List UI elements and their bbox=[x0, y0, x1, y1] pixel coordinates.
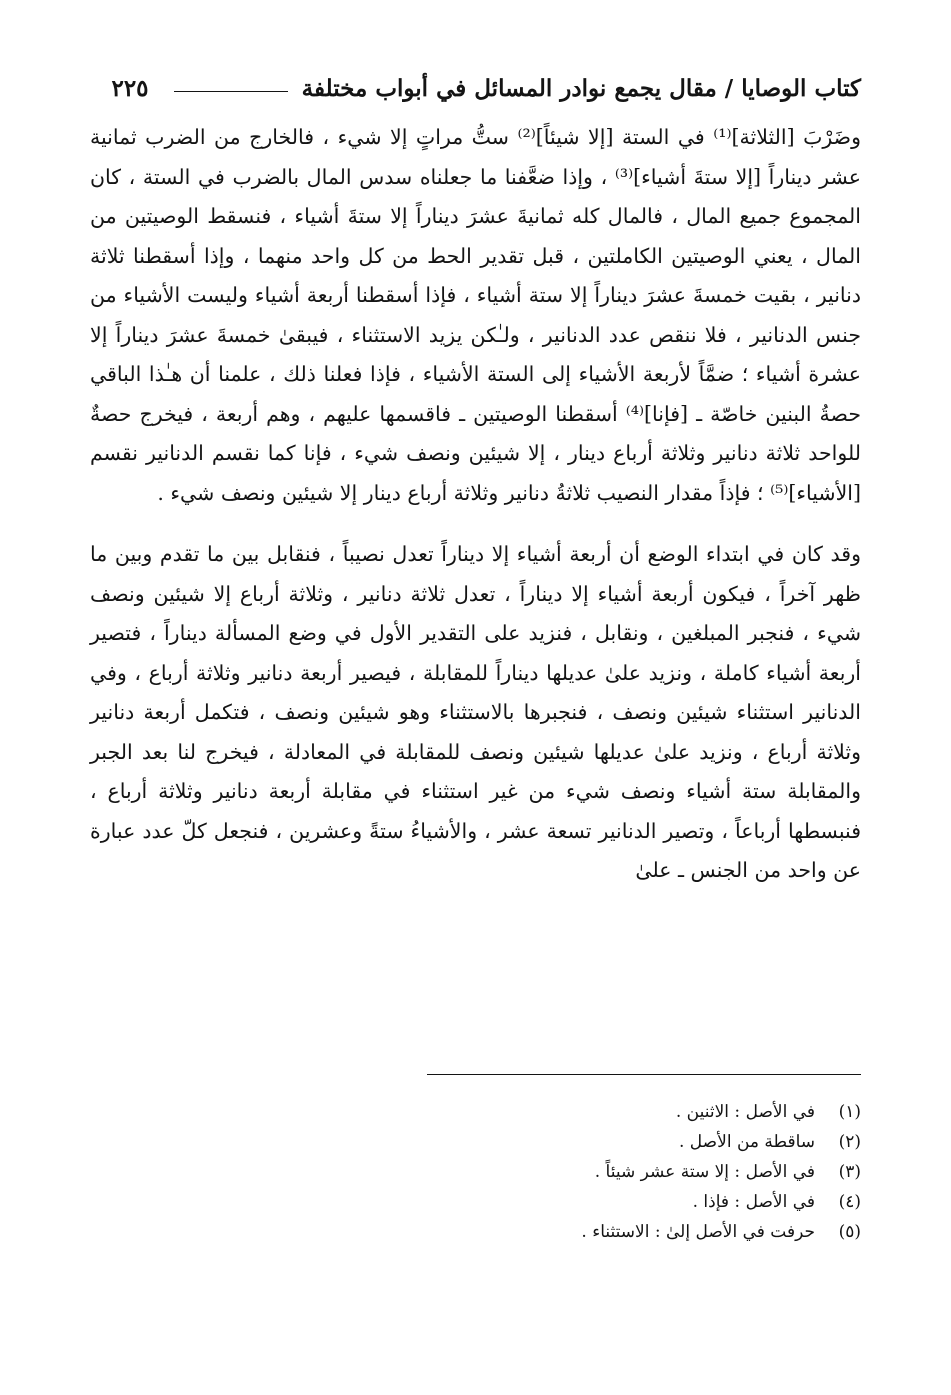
footnote-text: في الأصل : الاثنين . bbox=[675, 1102, 815, 1122]
running-header bbox=[100, 68, 861, 108]
footnote-separator bbox=[427, 1074, 861, 1075]
footnote-text: ساقطة من الأصل . bbox=[679, 1132, 815, 1152]
footnote bbox=[141, 1127, 861, 1157]
footnote-text: في الأصل : إلا ستة عشر شيئاً . bbox=[594, 1162, 815, 1182]
footnote-text: حرفت في الأصل إلىٰ : الاستثناء . bbox=[581, 1222, 815, 1242]
paragraph: وضَرْبَ [الثلاثة]⁽¹⁾ في الستة [إلا شيئاً]⁽²⁾ ستُّ مراتٍ إلا شيء ، فالخارج من الضرب ثمانية عشر ديناراً [إلا ستةَ أشياء]⁽³⁾ ، وإذا ضعَّفنا ما جعلناه سدس المال بالضرب في الستة ، كان المجموع جميع المال ، فالمال كله ثمانيةَ عشرَ ديناراً إلا ستةَ أشياء ، فنسقط الوصيتين من المال ، يعني الوصيتين الكاملتين ، قبل تقدير الحط من كل واحد منهما ، وإذا أسقطنا ثلاثة دنانير ، بقيت خمسةَ عشرَ ديناراً إلا ستة أشياء ، فإذا أسقطنا أربعة أشياء وليست الأشياء من جنس الدنانير ، فلا ننقص عدد الدنانير ، ولـٰكن يزيد الاستثناء ، فيبقىٰ خمسةَ عشرَ ديناراً إلا عشرة أشياء ؛ ضمَّاً لأربعة الأشياء إلى الستة الأشياء ، فإذا فعلنا ذلك ، علمنا أن هـٰذا الباقي حصةُ البنين خاصّة ـ [فإنا]⁽⁴⁾ أسقطنا الوصيتين ـ فاقسمها عليهم ، وهم أربعة ، فيخرج حصةٌ للواحد ثلاثة دنانير وثلاثة أرباع دينار ، إلا شيئين ونصف شيء ، فإنا كما نقسم الدنانير نقسم [الأشياء]⁽⁵⁾ ؛ فإذاً مقدار النصيب ثلاثةُ دنانير وثلاثة أرباع دينار إلا شيئين ونصف شيء . bbox=[90, 125, 861, 505]
header-rule bbox=[174, 91, 288, 92]
footnotes bbox=[141, 1097, 861, 1247]
footnote-number: (٣) bbox=[838, 1162, 861, 1182]
footnote-number: (٢) bbox=[838, 1132, 861, 1152]
footnote-number: (٤) bbox=[838, 1192, 861, 1212]
footnote bbox=[141, 1187, 861, 1217]
header-title: كتاب الوصايا / مقال يجمع نوادر المسائل في أبواب مختلفة bbox=[301, 74, 861, 102]
footnote-number: (٥) bbox=[838, 1222, 861, 1242]
page-number: ٢٢٥ bbox=[111, 74, 149, 102]
body-text bbox=[90, 118, 861, 891]
footnote-number: (١) bbox=[838, 1102, 861, 1122]
paragraph: وقد كان في ابتداء الوضع أن أربعة أشياء إلا ديناراً تعدل نصيباً ، فنقابل بين ما تقدم وبين ما ظهر آخراً ، فيكون أربعة أشياء إلا ديناراً ، تعدل ثلاثة دنانير ، وثلاثة أرباع إلا شيئين ونصف شيء ، فنجبر المبلغين ، ونقابل ، فنزيد على التقدير الأول في وضع المسألة ديناراً ، فتصير أربعة أشياء كاملة ، ونزيد علىٰ عديلها ديناراً للمقابلة ، فيصير أربعة دنانير وثلاثة أرباع ، وفي الدنانير استثناء شيئين ونصف ، فنجبرها بالاستثناء وهو شيئين ونصف ، فتكمل أربعة دنانير وثلاثة أرباع ، ونزيد علىٰ عديلها شيئين ونصف للمقابلة في المعادلة ، فيخرج لنا بعد الجبر والمقابلة ستة أشياء ونصف شيء من غير استثناء في مقابلة أربعة دنانير وثلاثة أرباع ، فنبسطها أرباعاً ، وتصير الدنانير تسعة عشر ، والأشياءُ ستةً وعشرين ، فنجعل كلّ عدد عبارة عن واحد من الجنس ـ علىٰ bbox=[90, 542, 861, 882]
footnote bbox=[141, 1157, 861, 1187]
footnote bbox=[141, 1217, 861, 1247]
footnote-text: في الأصل : فإذا . bbox=[692, 1192, 815, 1212]
footnote bbox=[141, 1097, 861, 1127]
